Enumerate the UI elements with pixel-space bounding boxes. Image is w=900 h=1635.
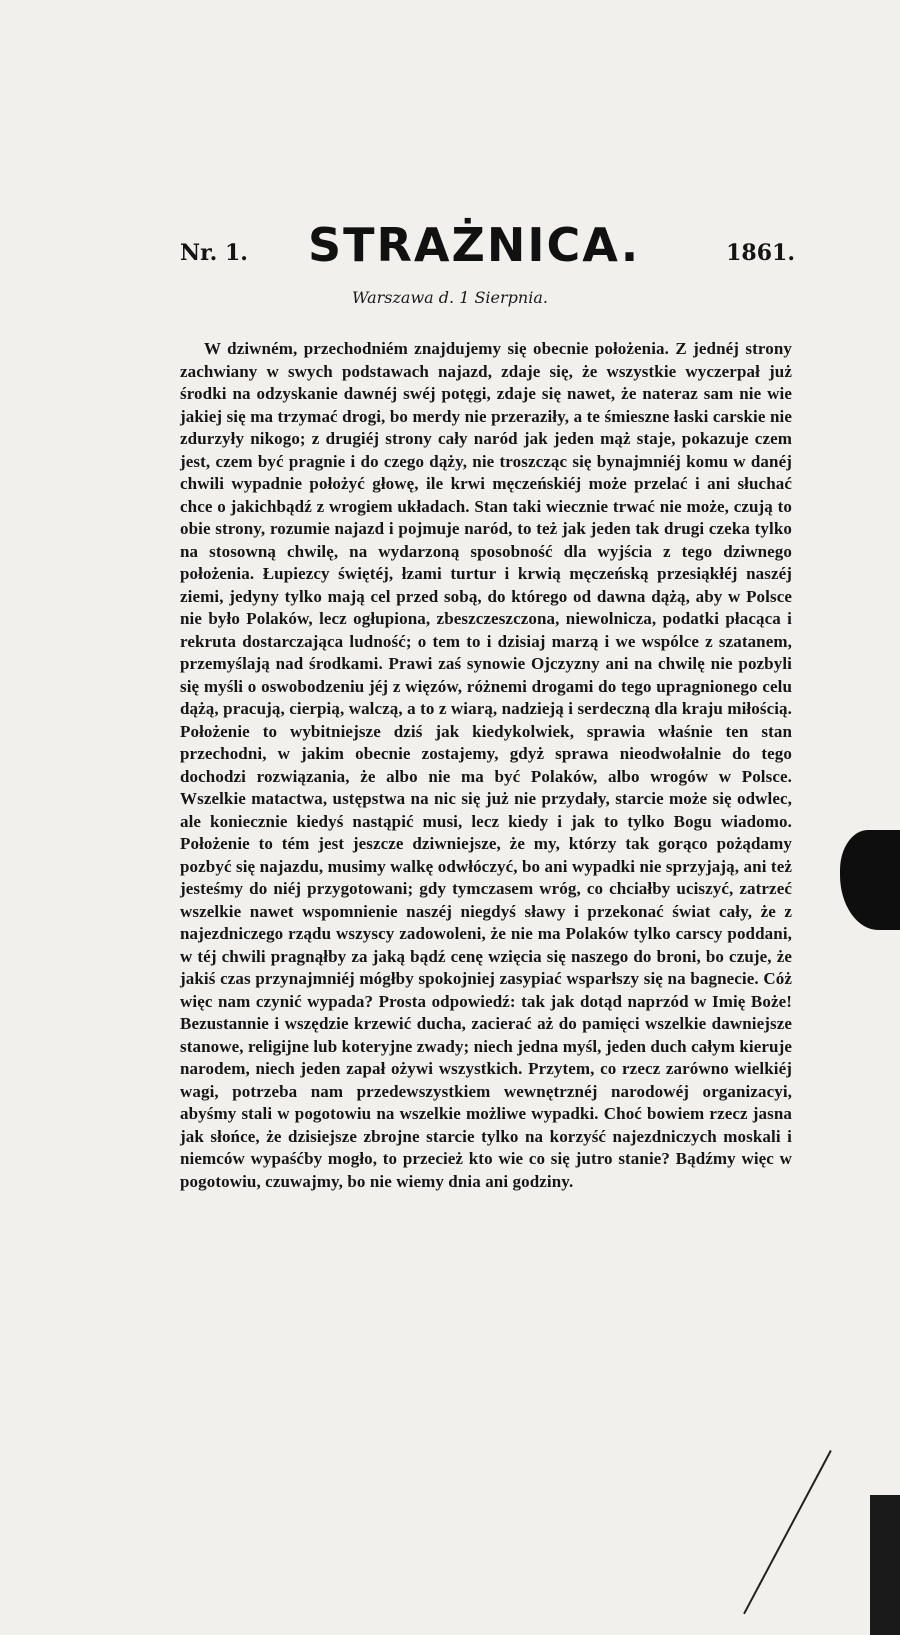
publication-year: 1861. xyxy=(726,240,795,266)
article-body: W dziwném, przechodniém znajdujemy się obecnie położenia. Z jednéj strony zachwiany w swych podstawach najazd, zdaje się, że wszystkie wyczerpał już środki na odzyskanie dawnéj swéj potęgi, zdaje się nawet, że nateraz sam nie wie jakiej się ma trzymać drogi, bo merdy nie przeraziły, a te śmieszne łaski carskie nie zdurzyły nikogo; z drugiéj strony cały naród jak jeden mąż staje, pokazuje czem jest, czem być pragnie i do czego dąży, nie troszcząc się bynajmniéj komu w danéj chwili wypadnie położyć głowę, ile krwi męczeńskiéj może przelać i ani słuchać chce o jakichbądź z wrogiem układach. Stan taki wiecznie trwać nie może, czują to obie strony, rozumie najazd i pojmuje naród, to też jak jeden tak drugi czeka tylko na stosowną chwilę, na wydarzoną sposobność dla wyjścia z tego dziwnego położenia. Łupiezcy świętéj, łzami turtur i krwią męczeńską przesiąkłéj naszéj ziemi, jedyny tylko mają cel przed sobą, do którego od dawna dążą, aby w Polsce nie było Polaków, lecz ogłupiona, zbeszczeszczona, niewolnicza, podatki płacąca i rekruta dostarczająca ludność; o tem to i dzisiaj marzą i we wspólce z szatanem, przemyślają nad środkami. Prawi zaś synowie Ojczyzny ani na chwilę nie pozbyli się myśli o oswobodzeniu jéj z więzów, różnemi drogami do tego upragnionego celu dążą, pracują, cierpią, walczą, a to z wiarą, nadzieją i serdeczną dla kraju miłością. Położenie to wybitniejsze dziś jak kiedykolwiek, sprawia właśnie ten stan przechodni, w jakim obecnie zostajemy, gdyż sprawa nieodwołalnie do tego dochodzi rozwiązania, że albo nie ma być Polaków, albo wrogów w Polsce. Wszelkie matactwa, ustępstwa na nic się już nie przydały, starcie może się odwlec, ale koniecznie kiedyś nastąpić musi, lecz kiedy i jak to tylko Bogu wiadomo. Położenie to tém jest jeszcze dziwniejsze, że my, którzy tak gorąco pożądamy pozbyć się najazdu, musimy walkę odwłóczyć, bo ani wypadki nie sprzyjają, ani też jesteśmy do niéj przygotowani; gdy tymczasem wróg, co chciałby uciszyć, zatrzeć wszelkie nawet wspomnienie naszéj niegdyś sławy i przekonać świat cały, że z najezdniczego rządu wszyscy zadowoleni, że nie ma Polaków tylko carscy poddani, w téj chwili pragnąłby za jaką bądź cenę wzięcia się naszego do broni, bo czuje, że jakiś czas przynajmniéj mógłby spokojniej zasypiać wsparłszy się na bagnecie. Cóż więc nam czynić wypada? Prosta odpowiedź: tak jak dotąd naprzód w Imię Boże! Bezustannie i wszędzie krzewić ducha, zacierać aż do pamięci wszelkie dawniejsze stanowe, religijne lub koteryjne zwady; niech jedna myśl, jeden duch całym kieruje narodem, niech jeden zapał ożywi wszystkich. Przytem, co rzecz zarówno wielkiéj wagi, potrzeba nam przedewszystkiem wewnętrznéj narodowéj organizacyi, abyśmy stali w pogotowiu na wszelkie możliwe wypadki. Choć bowiem rzecz jasna jak słońce, że dzisiejsze zbrojne starcie tylko na korzyść najezdniczych moskali i niemców wypaśćby mogło, to przecież kto wie co się jutro stanie? Bądźmy więc w pogotowiu, czuwajmy, bo nie wiemy dnia ani godziny. xyxy=(180,339,792,1191)
masthead xyxy=(180,218,795,278)
ink-stain xyxy=(840,830,900,930)
dateline: Warszawa d. 1 Sierpnia. xyxy=(352,288,548,307)
issue-number: Nr. 1. xyxy=(180,240,248,266)
newspaper-title: STRAŻNICA. xyxy=(308,218,641,272)
dark-corner xyxy=(870,1495,900,1635)
